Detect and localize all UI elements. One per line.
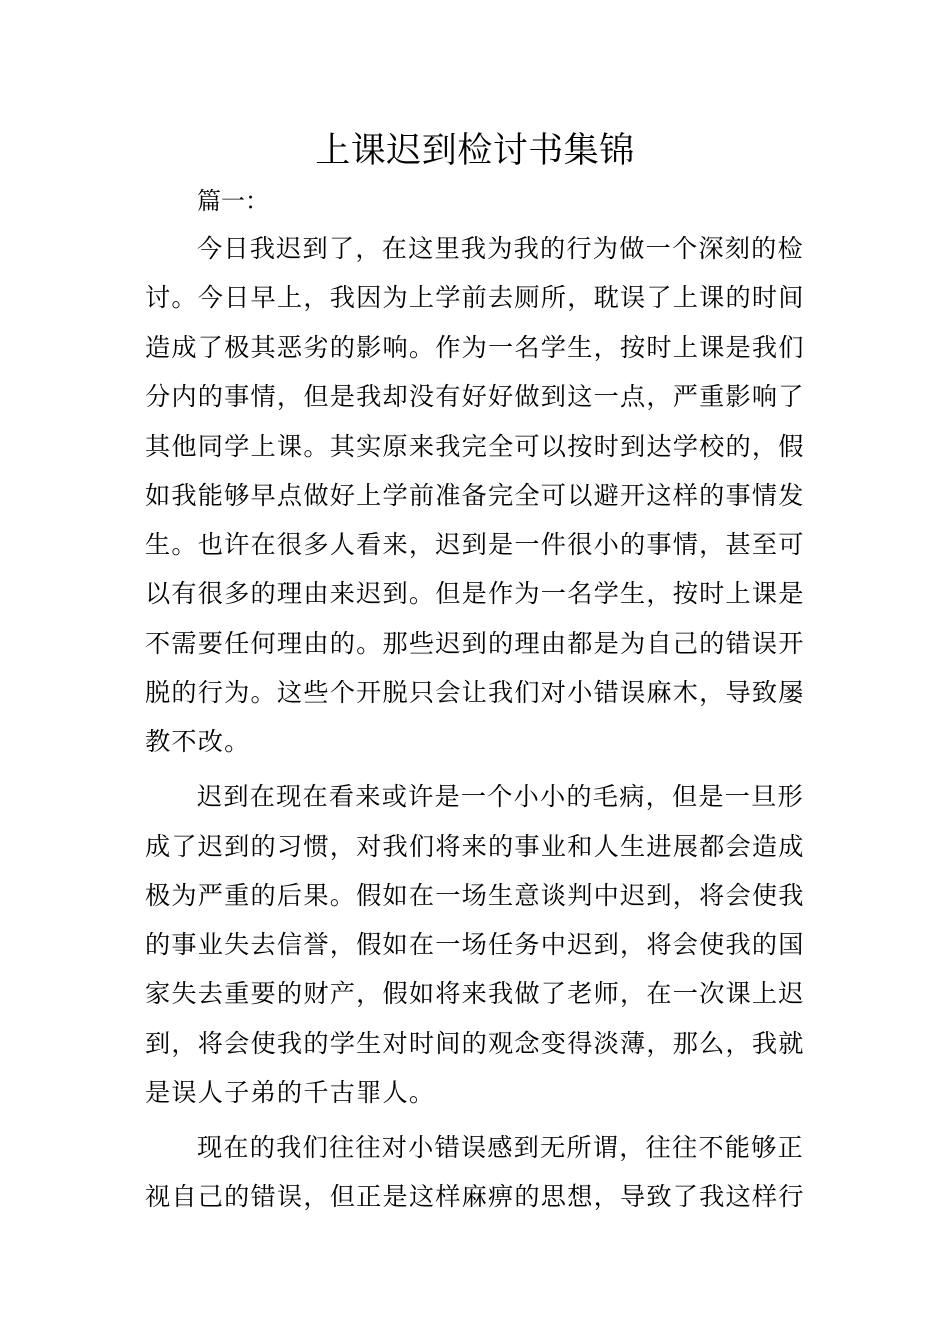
document-title: 上课迟到检讨书集锦 bbox=[315, 131, 635, 171]
text-line: 生。也许在很多人看来，迟到是一件很小的事情，甚至可 bbox=[145, 530, 805, 559]
text-line: 迟到在现在看来或许是一个小小的毛病，但是一旦形 bbox=[197, 782, 804, 811]
text-line: 现在的我们往往对小错误感到无所谓，往往不能够正 bbox=[197, 1133, 804, 1162]
text-line: 其他同学上课。其实原来我完全可以按时到达学校的，假 bbox=[145, 432, 805, 461]
section-label: 篇一： bbox=[197, 187, 269, 215]
text-line: 造成了极其恶劣的影响。作为一名学生，按时上课是我们 bbox=[145, 333, 805, 362]
text-line: 成了迟到的习惯，对我们将来的事业和人生进展都会造成 bbox=[145, 832, 805, 861]
text-line: 是误人子弟的千古罪人。 bbox=[145, 1078, 436, 1107]
text-line: 今日我迟到了，在这里我为我的行为做一个深刻的检 bbox=[197, 234, 804, 263]
text-line: 脱的行为。这些个开脱只会让我们对小错误麻木，导致屡 bbox=[145, 678, 805, 707]
text-line: 不需要任何理由的。那些迟到的理由都是为自己的错误开 bbox=[145, 629, 805, 658]
text-line: 家失去重要的财产，假如将来我做了老师，在一次课上迟 bbox=[145, 979, 805, 1008]
text-line: 以有很多的理由来迟到。但是作为一名学生，按时上课是 bbox=[145, 579, 805, 608]
text-line: 讨。今日早上，我因为上学前去厕所，耽误了上课的时间 bbox=[145, 283, 805, 312]
text-line: 如我能够早点做好上学前准备完全可以避开这样的事情发 bbox=[145, 481, 805, 510]
text-line: 分内的事情，但是我却没有好好做到这一点，严重影响了 bbox=[145, 382, 805, 411]
text-line: 极为严重的后果。假如在一场生意谈判中迟到，将会使我 bbox=[145, 881, 805, 910]
text-line: 到，将会使我的学生对时间的观念变得淡薄，那么，我就 bbox=[145, 1029, 805, 1058]
text-line: 视自己的错误，但正是这样麻痹的思想，导致了我这样行 bbox=[145, 1182, 805, 1211]
text-line: 的事业失去信誉，假如在一场任务中迟到，将会使我的国 bbox=[145, 930, 805, 959]
text-line: 教不改。 bbox=[145, 727, 251, 756]
